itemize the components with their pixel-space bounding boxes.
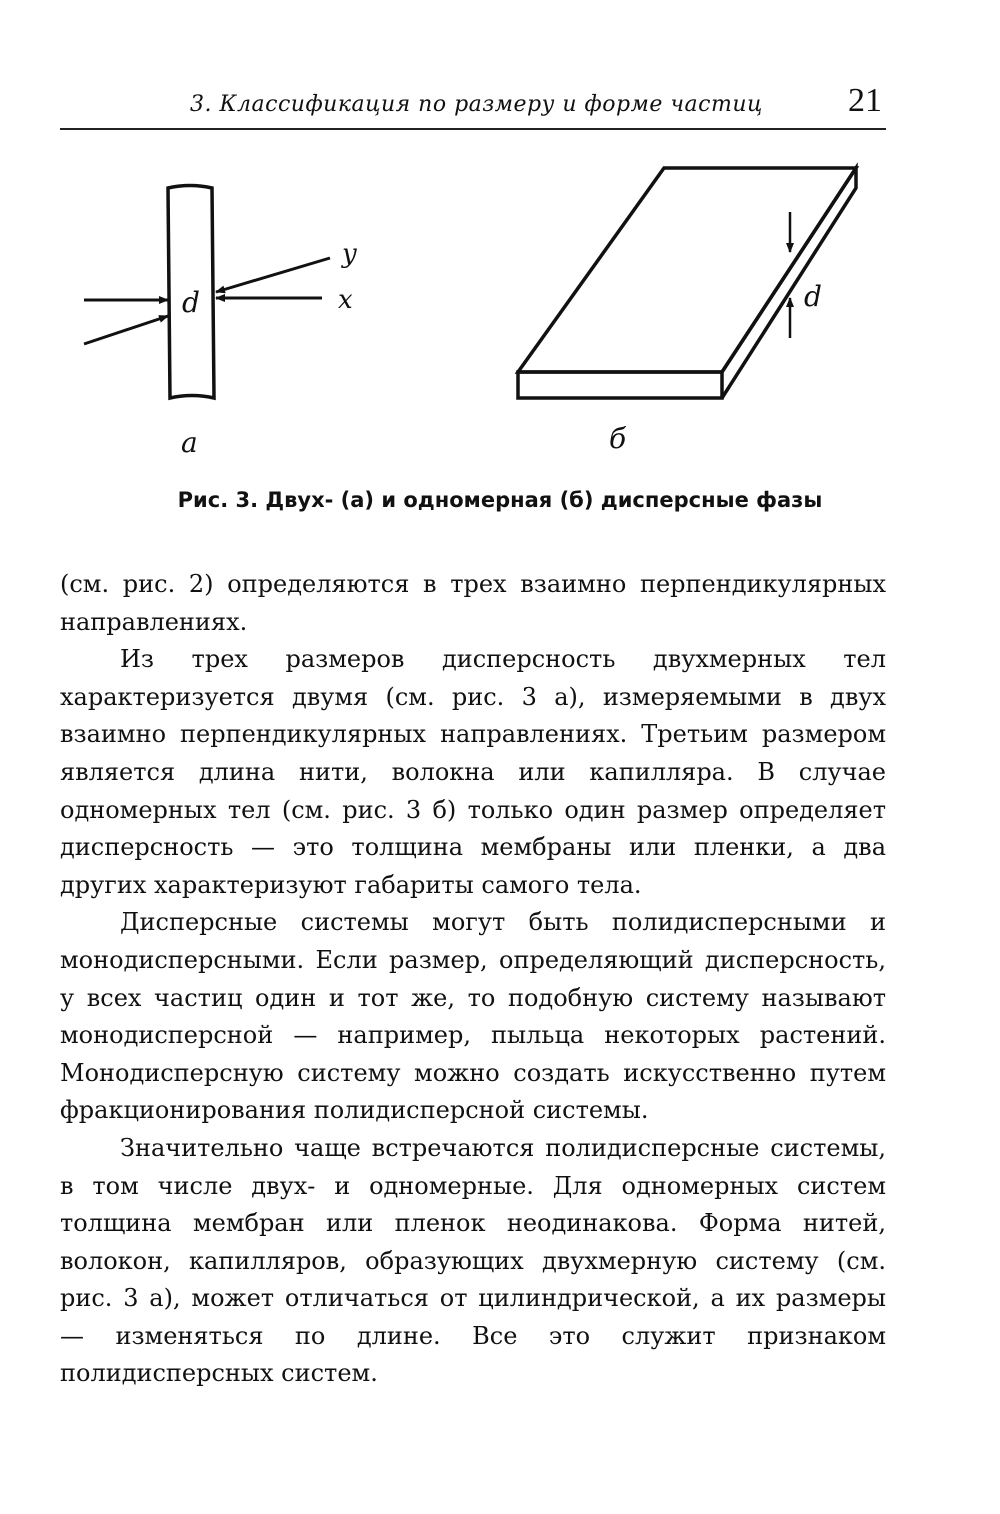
paragraph-2: Из трех размеров дисперсность двухмерных тел характеризуется двумя (см. рис. 3 а), измеряемыми в двух взаимно перпендикулярных направлениях. Третьим размером является длина нити, волокна или капилляра. В случае одномерных тел (см. рис. 3 б) только один размер определяет дисперсность — это толщина мембраны или пленки, а два других характеризуют габариты самого тела.: [60, 645, 886, 899]
axis-y-label: y: [342, 239, 357, 269]
paragraph-4: Значительно чаще встречаются полидисперсные системы, в том числе двух- и одномерные. Для одномерных систем толщина мембран или пленок неодинакова. Форма нитей, волокон, капилляров, образующих двухмерную систему (см. рис. 3 а), может отличаться от цилиндрической, а их размеры — изменяться по длине. Все это служит признаком полидисперсных систем.: [60, 1133, 886, 1388]
figure-caption: Рис. 3. Двух- (а) и одномерная (б) дисперсные фазы: [177, 488, 823, 512]
figure-3: [0, 150, 1000, 470]
figure-3-drawing: [0, 150, 1000, 470]
body-text: [60, 566, 886, 1393]
paragraph-1: (см. рис. 2) определяются в трех взаимно перпендикулярных направлениях.: [60, 570, 886, 636]
chapter-title: 3. Классификация по размеру и форме частиц: [190, 92, 763, 117]
figure-b-plate: [518, 168, 856, 398]
figure-a-fiber: [84, 186, 357, 399]
dim-a-label: d: [182, 286, 200, 319]
page-number: 21: [848, 82, 882, 119]
running-header: [60, 78, 886, 130]
figure-a-label: а: [181, 426, 198, 459]
arrow-right-y: [216, 258, 330, 292]
dim-b-label: d: [804, 280, 822, 313]
arrow-left-y: [84, 316, 168, 344]
axis-x-label: x: [338, 285, 353, 315]
figure-b-label: б: [609, 422, 627, 455]
paragraph-3: Дисперсные системы могут быть полидисперсными и монодисперсными. Если размер, определяющий дисперсность, у всех частиц один и тот же, то подобную систему называют монодисперсной — например, пыльца некоторых растений. Монодисперсную систему можно создать искусственно путем фракционирования полидисперсной системы.: [60, 908, 886, 1125]
